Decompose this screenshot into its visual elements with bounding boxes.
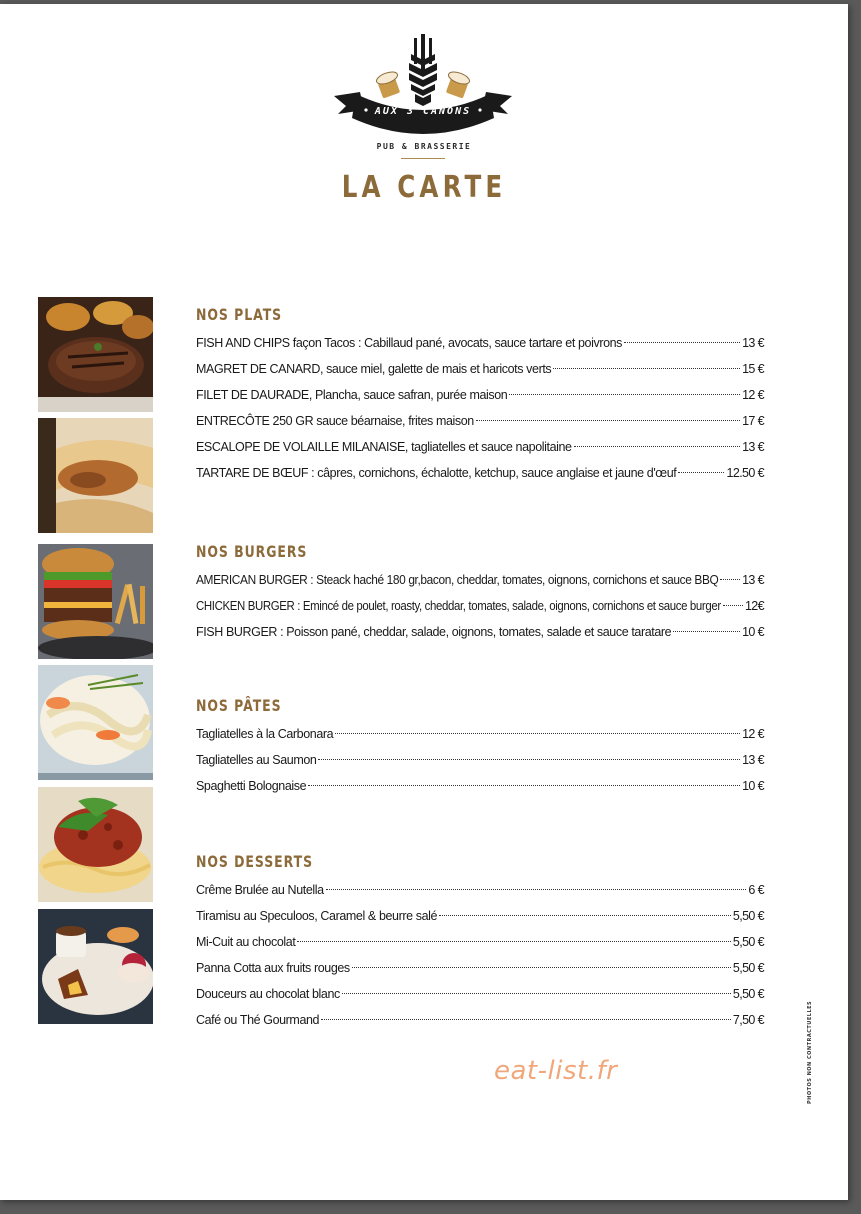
menu-item: [196, 773, 764, 799]
dot-leader: [476, 420, 740, 421]
item-price: 12€: [744, 599, 764, 613]
item-price: 12.50 €: [726, 466, 764, 480]
menu-item: [196, 619, 764, 645]
item-name: ESCALOPE DE VOLAILLE MILANAISE, tagliatelles et sauce napolitaine: [196, 440, 572, 454]
item-price: 12 €: [742, 388, 764, 402]
dot-leader: [624, 342, 740, 343]
spaghetti-bolognese-photo: [38, 787, 153, 902]
menu-item: [196, 593, 764, 619]
dot-leader: [326, 889, 747, 890]
menu-item: [196, 1007, 764, 1033]
item-price: 12 €: [742, 727, 764, 741]
item-name: Café ou Thé Gourmand: [196, 1013, 320, 1027]
coffee-and-desserts-photo: [38, 909, 153, 1024]
item-price: 13 €: [742, 336, 764, 350]
item-name: Tagliatelles à la Carbonara: [196, 727, 334, 741]
menu-item: [196, 903, 764, 929]
section-title: NOS PLATS: [196, 305, 283, 324]
item-name: FISH BURGER : Poisson pané, cheddar, salade, oignons, tomates, salade et sauce taratare: [196, 625, 672, 639]
menu-item: [196, 356, 764, 382]
item-name: Douceurs au chocolat blanc: [196, 987, 340, 1001]
burger-and-fries-photo: [38, 544, 153, 659]
dot-leader: [553, 368, 740, 369]
page-title: LA CARTE: [341, 170, 507, 205]
dot-leader: [335, 733, 740, 734]
item-price: 5,50 €: [732, 987, 764, 1001]
steak-and-potatoes-photo: [38, 297, 153, 412]
dot-leader: [673, 631, 740, 632]
item-price: 5,50 €: [732, 935, 764, 949]
item-price: 10 €: [742, 779, 764, 793]
item-name: Crême Brulée au Nutella: [196, 883, 324, 897]
tacos-photo: [38, 418, 153, 533]
menu-item: [196, 330, 764, 356]
item-price: 17 €: [742, 414, 764, 428]
watermark: eat-list.fr: [494, 1056, 618, 1086]
menu-item: [196, 408, 764, 434]
dot-leader: [321, 1019, 731, 1020]
banner-text: AUX 3 CANONS: [374, 106, 472, 117]
dot-leader: [318, 759, 740, 760]
menu-item: [196, 929, 764, 955]
item-price: 13 €: [742, 440, 764, 454]
brand-subtitle: PUB & BRASSERIE: [376, 142, 472, 151]
dot-leader: [574, 446, 740, 447]
item-price: 10 €: [742, 625, 764, 639]
dot-leader: [509, 394, 740, 395]
subtitle-divider: [401, 158, 445, 159]
menu-item: [196, 567, 764, 593]
menu-item: [196, 434, 764, 460]
section-plats: [196, 304, 764, 486]
item-price: 15 €: [742, 362, 764, 376]
item-price: 5,50 €: [732, 909, 764, 923]
item-price: 13 €: [742, 573, 764, 587]
item-name: Panna Cotta aux fruits rouges: [196, 961, 350, 975]
brand-logo: [330, 30, 516, 150]
item-price: 7,50 €: [732, 1013, 764, 1027]
menu-page: [0, 4, 848, 1200]
item-name: ENTRECÔTE 250 GR sauce béarnaise, frites maison: [196, 414, 474, 428]
item-price: 6 €: [748, 883, 764, 897]
section-burgers: [196, 541, 764, 645]
item-name: Mi-Cuit au chocolat: [196, 935, 296, 949]
dot-leader: [723, 605, 743, 606]
section-desserts: [196, 851, 764, 1033]
item-name: Tagliatelles au Saumon: [196, 753, 317, 767]
dot-leader: [678, 472, 724, 473]
dot-leader: [439, 915, 731, 916]
wheat-logo-icon: [330, 30, 516, 150]
menu-item: [196, 747, 764, 773]
menu-item: [196, 460, 764, 486]
dot-leader: [342, 993, 731, 994]
dot-leader: [297, 941, 730, 942]
item-price: 13 €: [742, 753, 764, 767]
section-title: NOS PÂTES: [196, 696, 282, 715]
item-name: FILET DE DAURADE, Plancha, sauce safran, purée maison: [196, 388, 508, 402]
section-title: NOS BURGERS: [196, 542, 308, 561]
item-name: MAGRET DE CANARD, sauce miel, galette de mais et haricots verts: [196, 362, 552, 376]
menu-item: [196, 981, 764, 1007]
menu-item: [196, 721, 764, 747]
item-name: AMERICAN BURGER : Steack haché 180 gr,bacon, cheddar, tomates, oignons, cornichons et sauce BBQ: [196, 573, 719, 587]
section-pates: [196, 695, 764, 799]
dot-leader: [308, 785, 740, 786]
menu-item: [196, 382, 764, 408]
pasta-with-salmon-photo: [38, 665, 153, 780]
section-title: NOS DESSERTS: [196, 852, 313, 871]
dot-leader: [352, 967, 731, 968]
side-note: PHOTOS NON CONTRACTUELLES: [807, 1000, 813, 1104]
menu-item: [196, 877, 764, 903]
item-price: 5,50 €: [732, 961, 764, 975]
item-name: CHICKEN BURGER : Emincé de poulet, roasty, cheddar, tomates, salade, oignons, cornichons et sauce burger: [196, 599, 721, 613]
item-name: FISH AND CHIPS façon Tacos : Cabillaud pané, avocats, sauce tartare et poivrons: [196, 336, 623, 350]
menu-item: [196, 955, 764, 981]
item-name: Spaghetti Bolognaise: [196, 779, 307, 793]
item-name: Tiramisu au Speculoos, Caramel & beurre salé: [196, 909, 438, 923]
item-name: TARTARE DE BŒUF : câpres, cornichons, échalotte, ketchup, sauce anglaise et jaune d'œuf: [196, 466, 677, 480]
dot-leader: [720, 579, 740, 580]
